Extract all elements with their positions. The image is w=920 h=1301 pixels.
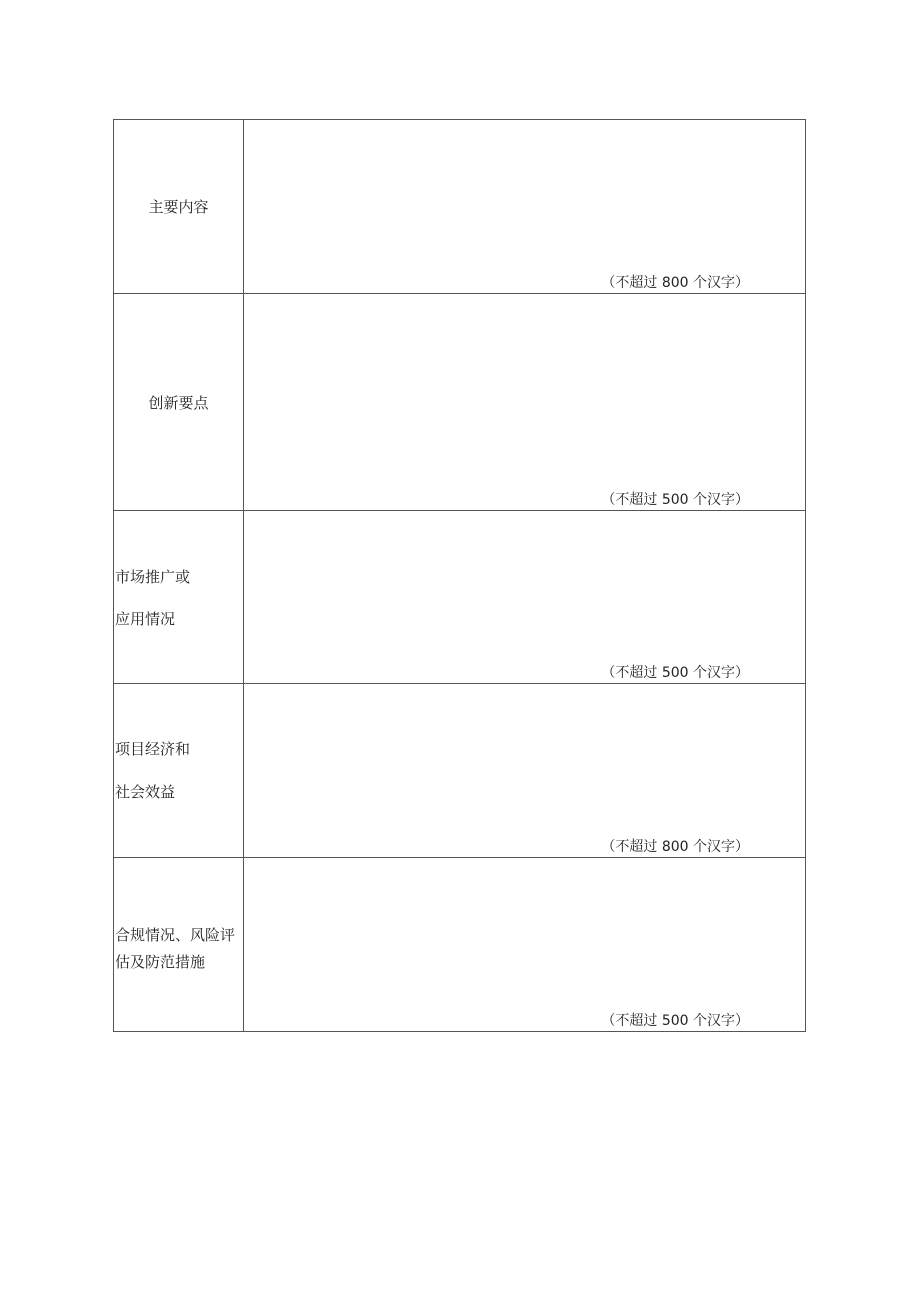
char-limit-note: （不超过 500 个汉字） — [601, 1013, 749, 1029]
main-content-field[interactable] — [244, 120, 806, 294]
label-text: 市场推广或 — [115, 568, 191, 586]
char-limit-note: （不超过 800 个汉字） — [601, 275, 749, 291]
market-application-field[interactable] — [244, 511, 806, 684]
char-limit-note: （不超过 500 个汉字） — [601, 665, 749, 681]
row-label-main-content — [114, 120, 244, 294]
table-row — [114, 684, 806, 858]
row-label-economic-social-benefits — [114, 684, 244, 858]
row-label-compliance-risk — [114, 858, 244, 1032]
table-row — [114, 511, 806, 684]
table-row — [114, 120, 806, 294]
compliance-risk-field[interactable] — [244, 858, 806, 1032]
table-row — [114, 858, 806, 1032]
label-text: 合规情况、风险评 — [115, 926, 236, 944]
label-text: 项目经济和 — [115, 740, 191, 758]
label-text: 社会效益 — [115, 783, 176, 801]
label-text: 主要内容 — [148, 198, 209, 216]
row-label-innovation-points — [114, 294, 244, 511]
row-label-market-application — [114, 511, 244, 684]
application-form-table — [113, 119, 806, 1032]
char-limit-note: （不超过 800 个汉字） — [601, 839, 749, 855]
label-text: 应用情况 — [115, 610, 176, 628]
label-text: 估及防范措施 — [115, 953, 206, 971]
innovation-points-field[interactable] — [244, 294, 806, 511]
char-limit-note: （不超过 500 个汉字） — [601, 492, 749, 508]
label-text: 创新要点 — [148, 394, 209, 412]
table-row — [114, 294, 806, 511]
economic-social-benefits-field[interactable] — [244, 684, 806, 858]
